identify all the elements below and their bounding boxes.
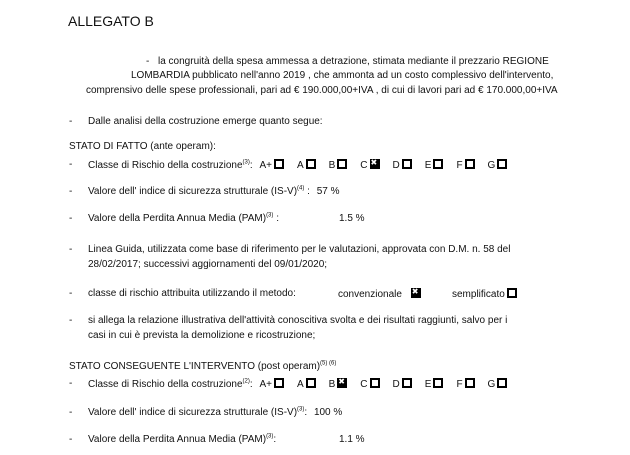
post-heading-row bbox=[69, 361, 336, 373]
post-class-label: E bbox=[424, 379, 432, 390]
post-pam-row bbox=[88, 434, 276, 446]
post-classe-row bbox=[88, 378, 510, 391]
post-class-checkbox[interactable] bbox=[274, 378, 284, 388]
bullet-dash: - bbox=[69, 186, 73, 197]
ante-class-checkbox[interactable] bbox=[370, 159, 380, 169]
metodo-convenzionale bbox=[338, 288, 424, 301]
ante-class-checkbox[interactable] bbox=[465, 159, 475, 169]
post-pam-label: Valore della Perdita Annua Media (PAM) bbox=[88, 434, 267, 445]
ante-class-checkbox[interactable] bbox=[402, 159, 412, 169]
document-title: ALLEGATO B bbox=[68, 13, 154, 29]
ante-class-label: D bbox=[392, 160, 400, 171]
ante-class-c bbox=[360, 160, 382, 171]
ante-classe-sup: (3) bbox=[242, 159, 250, 166]
post-classe-label: Classe di Rischio della costruzione bbox=[88, 379, 243, 390]
metodo-conv-checkbox[interactable] bbox=[411, 288, 421, 298]
post-class-label: C bbox=[360, 379, 368, 390]
ante-classe-colon: : bbox=[249, 160, 253, 171]
post-class-label: D bbox=[392, 379, 400, 390]
ante-class-label: G bbox=[487, 160, 496, 171]
post-class-b bbox=[329, 379, 351, 390]
metodo-conv-label: convenzionale bbox=[338, 289, 402, 300]
ante-heading: STATO DI FATTO (ante operam): bbox=[69, 141, 216, 152]
ante-class-d bbox=[393, 160, 415, 171]
post-class-e bbox=[425, 379, 447, 390]
post-class-checkbox[interactable] bbox=[306, 378, 316, 388]
post-classes-options bbox=[259, 379, 510, 390]
bullet-dash: - bbox=[146, 56, 150, 67]
ante-pam-row bbox=[88, 213, 279, 225]
post-class-checkbox[interactable] bbox=[337, 378, 347, 388]
ante-classe-row bbox=[88, 159, 510, 172]
allega-line-2: casi in cui è prevista la demolizione e ricostruzione; bbox=[88, 330, 316, 341]
metodo-label: classe di rischio attribuita utilizzando il metodo: bbox=[88, 288, 296, 299]
ante-isv-sup: (4) bbox=[297, 185, 305, 192]
post-class-label: A+ bbox=[259, 379, 272, 390]
post-class-c bbox=[360, 379, 382, 390]
post-pam-sup: (3) bbox=[266, 433, 274, 440]
ante-class-label: A+ bbox=[259, 160, 272, 171]
post-heading-sup: (5) (6) bbox=[320, 360, 337, 367]
bullet-dash: - bbox=[69, 244, 73, 255]
post-class-label: B bbox=[328, 379, 336, 390]
post-class-label: F bbox=[456, 379, 463, 390]
bullet-dash: - bbox=[69, 378, 73, 389]
bullet-dash: - bbox=[69, 213, 73, 224]
ante-isv-colon: : bbox=[307, 186, 310, 197]
post-class-a bbox=[297, 379, 319, 390]
post-classe-sup: (2) bbox=[242, 378, 250, 385]
metodo-semp-checkbox[interactable] bbox=[507, 288, 517, 298]
linea-line-2: 28/02/2017; successivi aggiornamenti del 09/01/2020; bbox=[88, 259, 328, 270]
intro-line-1: la congruità della spesa ammessa a detrazione, stimata mediante il prezzario REGIONE bbox=[158, 56, 549, 67]
post-class-checkbox[interactable] bbox=[465, 378, 475, 388]
metodo-semplificato bbox=[452, 288, 520, 301]
bullet-dash: - bbox=[69, 434, 73, 445]
bullet-dash: - bbox=[69, 159, 73, 170]
post-class-checkbox[interactable] bbox=[497, 378, 507, 388]
ante-classes-options bbox=[259, 160, 510, 171]
ante-class-g bbox=[488, 160, 511, 171]
ante-class-checkbox[interactable] bbox=[497, 159, 507, 169]
post-class-d bbox=[393, 379, 415, 390]
ante-isv-label: Valore dell' indice di sicurezza strutturale (IS-V) bbox=[88, 186, 298, 197]
post-classe-colon: : bbox=[249, 379, 253, 390]
ante-class-label: A bbox=[296, 160, 304, 171]
analysis-line: Dalle analisi della costruzione emerge quanto segue: bbox=[88, 116, 323, 127]
post-isv-label: Valore dell' indice di sicurezza strutturale (IS-V) bbox=[88, 407, 298, 418]
ante-isv-row bbox=[88, 186, 340, 198]
ante-class-label: E bbox=[424, 160, 432, 171]
ante-class-label: F bbox=[456, 160, 463, 171]
post-heading: STATO CONSEGUENTE L'INTERVENTO (post operam) bbox=[69, 361, 321, 372]
intro-line-3: comprensivo delle spese professionali, pari ad € 190.000,00+IVA , di cui di lavori pari ad € 170.000,00+IVA bbox=[86, 85, 558, 96]
ante-isv-value: 57 % bbox=[316, 186, 340, 197]
bullet-dash: - bbox=[69, 288, 73, 299]
ante-class-label: B bbox=[328, 160, 336, 171]
ante-pam-value: 1.5 % bbox=[339, 213, 365, 224]
post-class-label: A bbox=[296, 379, 304, 390]
linea-line-1: Linea Guida, utilizzata come base di riferimento per le valutazioni, approvata con D.M. n. 58 del bbox=[88, 244, 511, 255]
ante-class-checkbox[interactable] bbox=[306, 159, 316, 169]
post-isv-colon: : bbox=[304, 407, 308, 418]
post-class-g bbox=[488, 379, 511, 390]
post-class-a-plus bbox=[259, 379, 287, 390]
ante-class-a bbox=[297, 160, 319, 171]
post-isv-row bbox=[88, 407, 342, 419]
ante-pam-label: Valore della Perdita Annua Media (PAM) bbox=[88, 213, 267, 224]
ante-class-e bbox=[425, 160, 447, 171]
ante-class-f bbox=[456, 160, 477, 171]
allega-line-1: si allega la relazione illustrativa dell'attività conoscitiva svolta e dei risultati raggiunti, salvo per i bbox=[88, 315, 508, 326]
ante-classe-label: Classe di Rischio della costruzione bbox=[88, 160, 243, 171]
bullet-dash: - bbox=[69, 315, 73, 326]
ante-class-checkbox[interactable] bbox=[433, 159, 443, 169]
ante-pam-colon: : bbox=[276, 213, 279, 224]
post-pam-colon: : bbox=[273, 434, 277, 445]
post-pam-value: 1.1 % bbox=[339, 434, 365, 445]
ante-pam-sup: (3) bbox=[266, 212, 274, 219]
ante-class-a-plus bbox=[259, 160, 287, 171]
ante-class-checkbox[interactable] bbox=[274, 159, 284, 169]
intro-line-2: LOMBARDIA pubblicato nell'anno 2019 , che ammonta ad un costo complessivo dell'intervento, bbox=[131, 70, 554, 81]
bullet-dash: - bbox=[69, 407, 73, 418]
ante-class-label: C bbox=[360, 160, 368, 171]
ante-class-b bbox=[329, 160, 351, 171]
post-class-label: G bbox=[487, 379, 496, 390]
ante-class-checkbox[interactable] bbox=[337, 159, 347, 169]
post-class-checkbox[interactable] bbox=[433, 378, 443, 388]
post-class-checkbox[interactable] bbox=[370, 378, 380, 388]
post-isv-value: 100 % bbox=[313, 407, 343, 418]
post-class-f bbox=[456, 379, 477, 390]
metodo-semp-label: semplificato bbox=[452, 289, 505, 300]
bullet-dash: - bbox=[69, 116, 73, 127]
post-class-checkbox[interactable] bbox=[402, 378, 412, 388]
post-isv-sup: (3) bbox=[297, 406, 305, 413]
